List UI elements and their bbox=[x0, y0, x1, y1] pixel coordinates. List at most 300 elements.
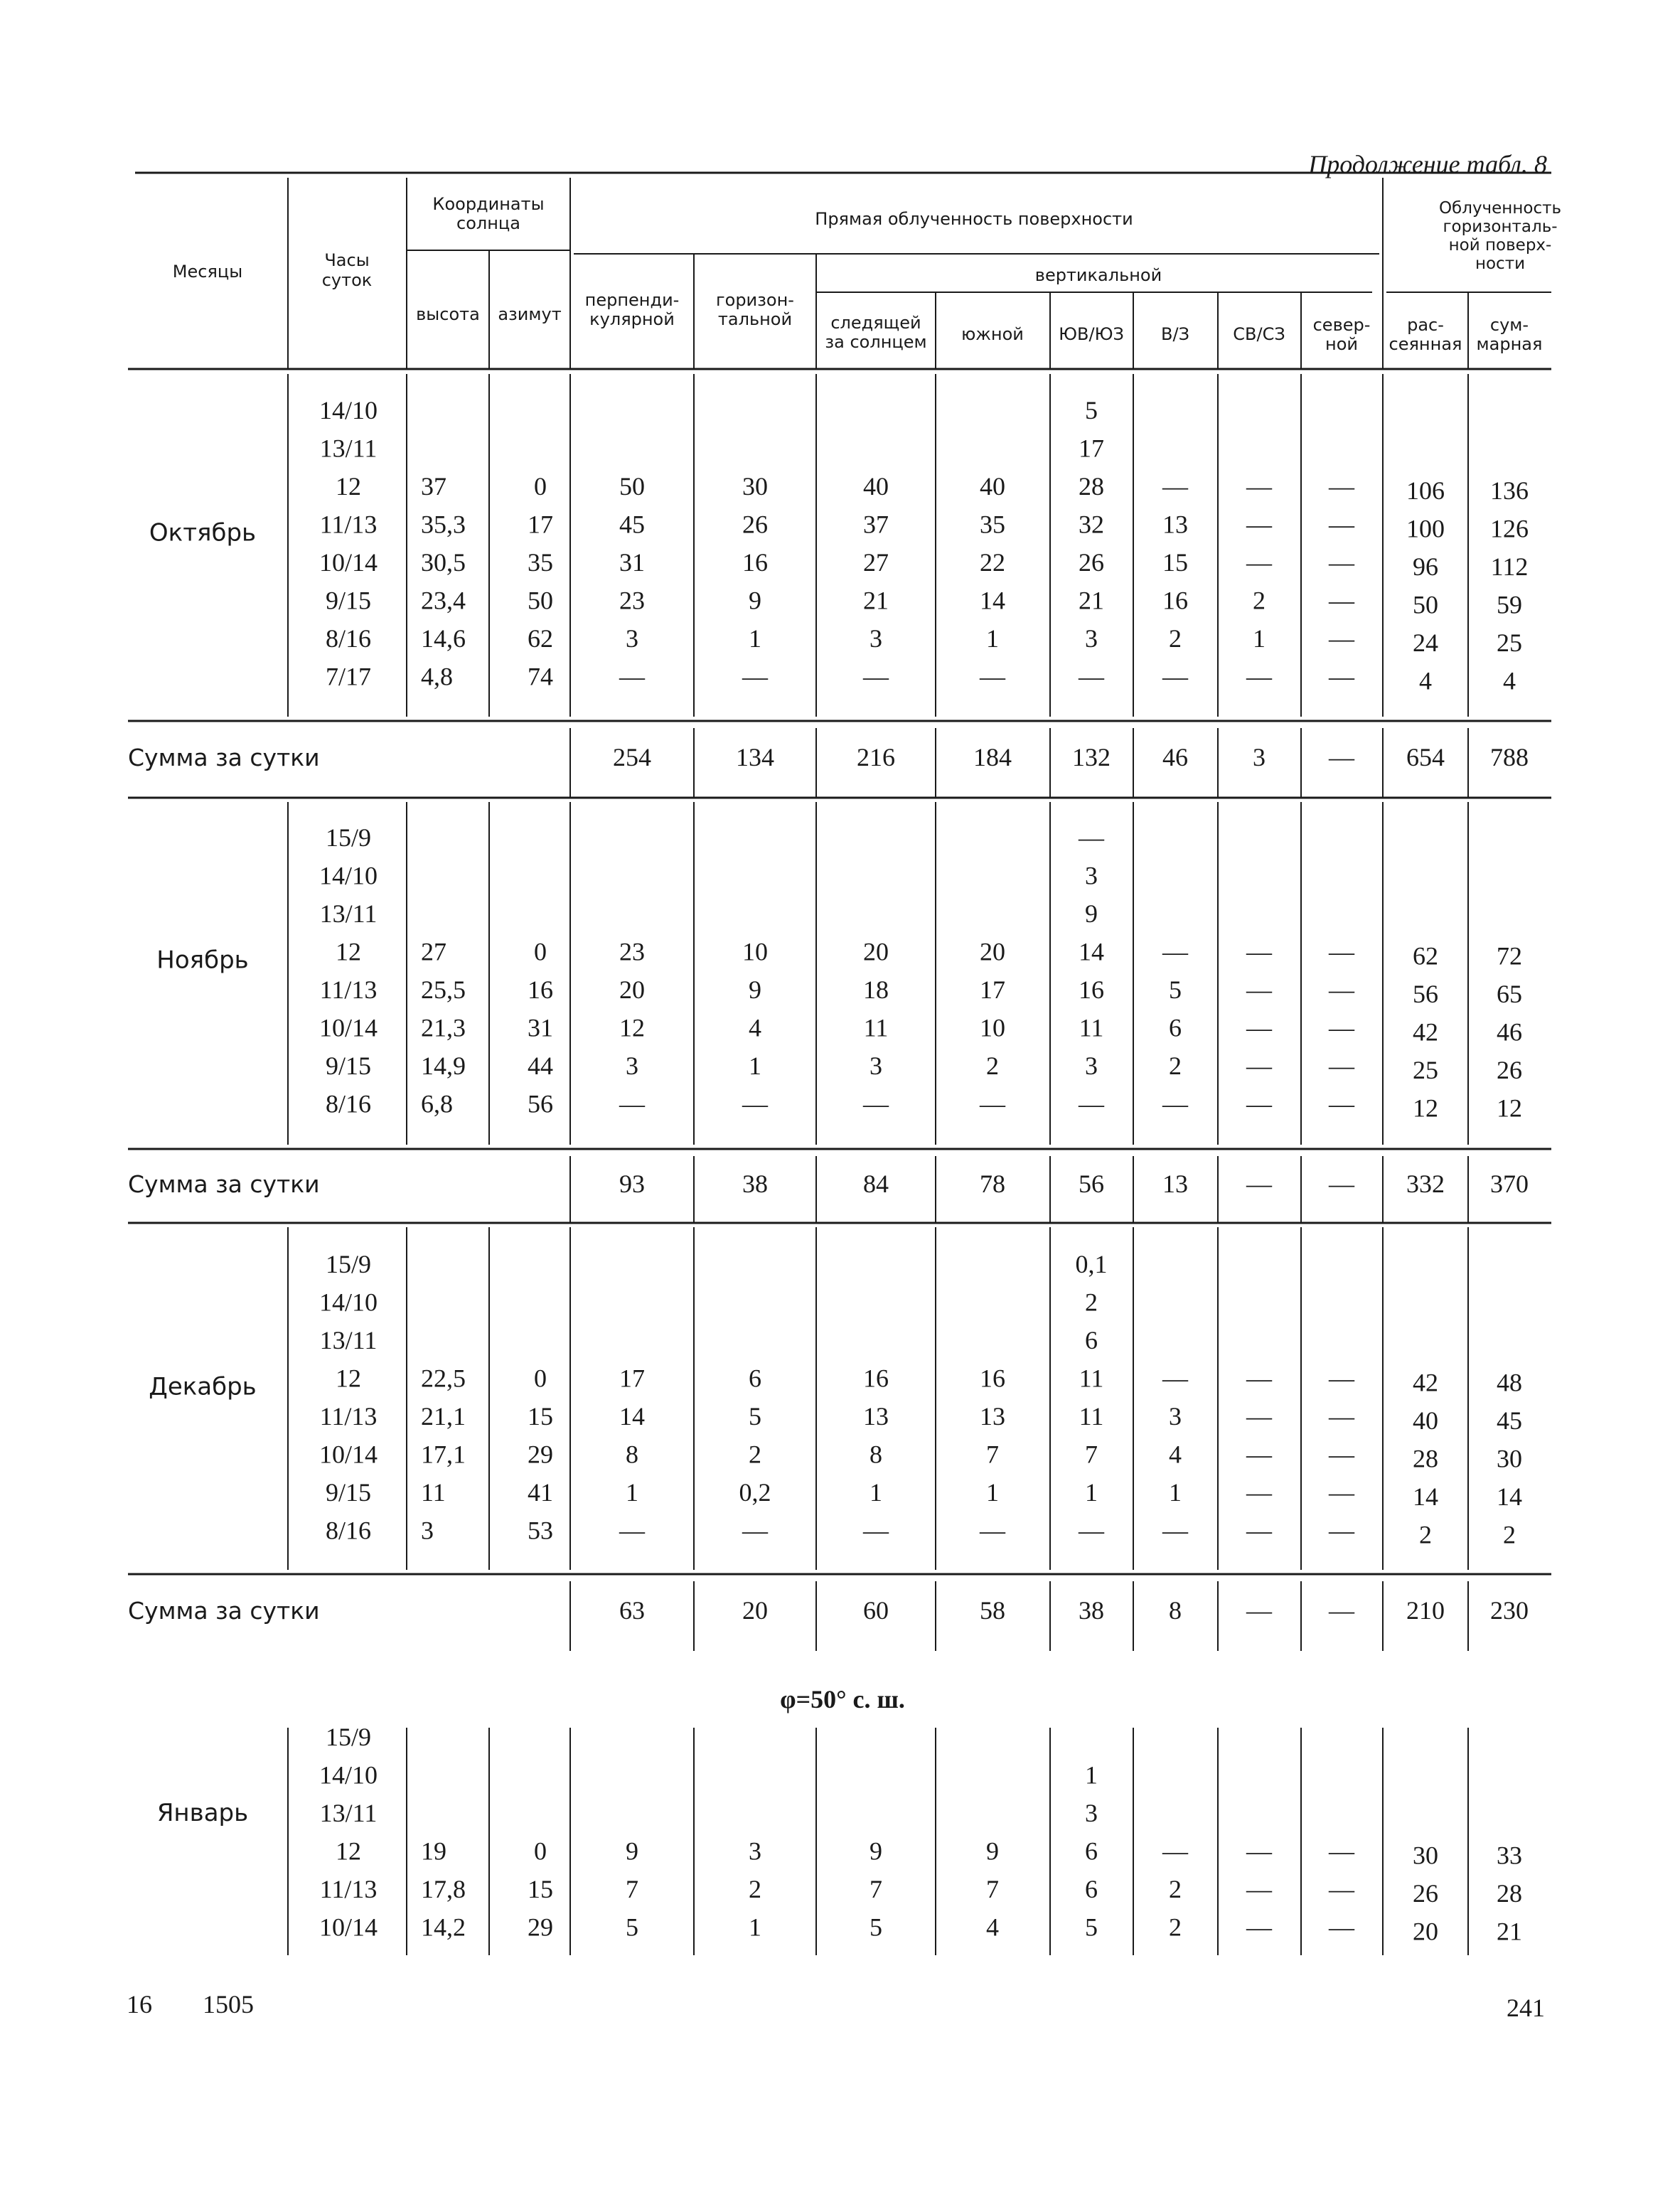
azimuth-cell: 53 bbox=[528, 1516, 553, 1545]
altitude-cell: 30,5 bbox=[421, 548, 466, 577]
hour-cell: 11/13 bbox=[319, 1875, 378, 1903]
footer-signature: 16 bbox=[127, 1990, 152, 2018]
ne-nw-cell: 2 bbox=[1253, 586, 1266, 615]
ne-nw-cell: — bbox=[1246, 1402, 1272, 1431]
e-w-cell: 2 bbox=[1169, 1913, 1182, 1942]
altitude-cell: 37 bbox=[421, 472, 446, 501]
ne-nw-cell: — bbox=[1246, 1440, 1272, 1469]
hdr-total-1: сум- bbox=[1489, 315, 1529, 335]
sum-cell: 332 bbox=[1406, 1170, 1445, 1198]
hour-cell: 12 bbox=[336, 472, 361, 501]
north-cell: — bbox=[1329, 586, 1354, 615]
total-cell: 59 bbox=[1497, 590, 1522, 619]
se-sw-cell: 3 bbox=[1085, 861, 1098, 890]
azimuth-cell: 17 bbox=[528, 510, 553, 539]
ne-nw-cell: — bbox=[1246, 510, 1272, 539]
sum-cell: 38 bbox=[742, 1170, 768, 1198]
horizontal-cell: 6 bbox=[749, 1364, 761, 1393]
perpendicular-cell: 20 bbox=[619, 975, 645, 1004]
perpendicular-cell: 3 bbox=[626, 624, 638, 653]
tracking-cell: 3 bbox=[870, 624, 882, 653]
diffuse-cell: 12 bbox=[1413, 1094, 1438, 1123]
perpendicular-cell: 1 bbox=[626, 1478, 638, 1507]
diffuse-cell: 100 bbox=[1406, 514, 1445, 543]
north-cell: — bbox=[1329, 1478, 1354, 1507]
tracking-cell: 3 bbox=[870, 1052, 882, 1080]
sum-cell: 184 bbox=[973, 743, 1012, 771]
se-sw-cell: 1 bbox=[1085, 1760, 1098, 1790]
azimuth-cell: 56 bbox=[528, 1089, 553, 1118]
north-cell: — bbox=[1329, 1913, 1354, 1942]
month-label: Январь bbox=[156, 1798, 249, 1827]
diffuse-cell: 26 bbox=[1413, 1879, 1438, 1908]
north-cell: — bbox=[1329, 472, 1354, 501]
horizontal-cell: 9 bbox=[749, 586, 761, 615]
tracking-cell: 1 bbox=[870, 1478, 882, 1507]
total-cell: 30 bbox=[1497, 1444, 1522, 1473]
tracking-cell: 18 bbox=[863, 975, 889, 1004]
perpendicular-cell: 31 bbox=[619, 548, 645, 577]
south-cell: 1 bbox=[986, 1478, 999, 1507]
hour-cell: 8/16 bbox=[325, 1516, 372, 1545]
footer-order: 1505 bbox=[203, 1990, 254, 2018]
sum-cell: — bbox=[1329, 1596, 1354, 1625]
azimuth-cell: 16 bbox=[528, 975, 553, 1004]
sum-cell: 78 bbox=[980, 1170, 1005, 1198]
perpendicular-cell: 17 bbox=[619, 1364, 645, 1393]
hour-cell: 11/13 bbox=[319, 510, 378, 539]
diffuse-cell: 30 bbox=[1413, 1841, 1438, 1870]
e-w-cell: — bbox=[1162, 937, 1188, 966]
e-w-cell: 16 bbox=[1162, 586, 1188, 615]
south-cell: 7 bbox=[986, 1440, 999, 1469]
hour-cell: 9/15 bbox=[325, 1478, 372, 1507]
hdr-hirr-1: Облученность bbox=[1438, 199, 1562, 218]
altitude-cell: 6,8 bbox=[421, 1089, 453, 1118]
azimuth-cell: 62 bbox=[528, 624, 553, 653]
ne-nw-cell: — bbox=[1246, 1836, 1272, 1866]
sum-cell: — bbox=[1329, 743, 1354, 771]
altitude-cell: 21,3 bbox=[421, 1013, 466, 1042]
latitude-heading: φ=50° с. ш. bbox=[780, 1685, 905, 1713]
hdr-direct: Прямая облученность поверхности bbox=[815, 209, 1133, 229]
ne-nw-cell: — bbox=[1246, 1875, 1272, 1903]
tracking-cell: 9 bbox=[870, 1836, 882, 1866]
ne-nw-cell: — bbox=[1246, 1516, 1272, 1545]
altitude-cell: 25,5 bbox=[421, 975, 466, 1004]
altitude-cell: 14,6 bbox=[421, 624, 466, 653]
hour-cell: 11/13 bbox=[319, 975, 378, 1004]
hour-cell: 10/14 bbox=[319, 1013, 378, 1042]
page-number: 241 bbox=[1507, 1994, 1545, 2022]
altitude-cell: 17,8 bbox=[421, 1875, 466, 1903]
diffuse-cell: 50 bbox=[1413, 590, 1438, 619]
e-w-cell: 2 bbox=[1169, 1052, 1182, 1080]
month-label: Ноябрь bbox=[156, 946, 249, 975]
hdr-sun-1: Координаты bbox=[432, 194, 545, 214]
hdr-hirr-2: горизонталь- bbox=[1443, 218, 1558, 236]
hour-cell: 15/9 bbox=[325, 1723, 372, 1751]
se-sw-cell: 21 bbox=[1079, 586, 1104, 615]
e-w-cell: — bbox=[1162, 662, 1188, 691]
se-sw-cell: — bbox=[1079, 1089, 1104, 1118]
sum-cell: 63 bbox=[619, 1596, 645, 1625]
total-cell: 126 bbox=[1490, 514, 1529, 543]
sum-cell: 56 bbox=[1079, 1170, 1104, 1198]
north-cell: — bbox=[1329, 1364, 1354, 1393]
sum-cell: 60 bbox=[863, 1596, 889, 1625]
se-sw-cell: 3 bbox=[1085, 624, 1098, 653]
hdr-track-2: за солнцем bbox=[825, 332, 927, 352]
month-label: Октябрь bbox=[149, 518, 257, 547]
north-cell: — bbox=[1329, 662, 1354, 691]
tracking-cell: 20 bbox=[863, 937, 889, 966]
azimuth-cell: 15 bbox=[528, 1402, 553, 1431]
azimuth-cell: 50 bbox=[528, 586, 553, 615]
sum-cell: 93 bbox=[619, 1170, 645, 1198]
perpendicular-cell: — bbox=[619, 1516, 645, 1545]
hour-cell: 15/9 bbox=[325, 823, 372, 852]
ne-nw-cell: — bbox=[1246, 1913, 1272, 1942]
se-sw-cell: — bbox=[1079, 823, 1104, 852]
diffuse-cell: 40 bbox=[1413, 1406, 1438, 1435]
perpendicular-cell: 50 bbox=[619, 472, 645, 501]
azimuth-cell: 0 bbox=[534, 1364, 547, 1393]
azimuth-cell: 35 bbox=[528, 548, 553, 577]
sum-cell: 370 bbox=[1490, 1170, 1529, 1198]
perpendicular-cell: — bbox=[619, 1089, 645, 1118]
north-cell: — bbox=[1329, 1089, 1354, 1118]
sum-cell: 84 bbox=[863, 1170, 889, 1198]
diffuse-cell: 24 bbox=[1413, 629, 1438, 657]
ne-nw-cell: 1 bbox=[1253, 624, 1266, 653]
hour-cell: 8/16 bbox=[325, 1089, 372, 1118]
south-cell: 40 bbox=[980, 472, 1005, 501]
azimuth-cell: 41 bbox=[528, 1478, 553, 1507]
se-sw-cell: 0,1 bbox=[1075, 1250, 1108, 1278]
tracking-cell: 11 bbox=[863, 1013, 889, 1042]
total-cell: 112 bbox=[1490, 552, 1529, 581]
sum-cell: 132 bbox=[1072, 743, 1111, 771]
south-cell: 2 bbox=[986, 1052, 999, 1080]
sum-cell: — bbox=[1329, 1170, 1354, 1198]
hdr-north-2: ной bbox=[1325, 334, 1358, 354]
total-cell: 21 bbox=[1497, 1917, 1522, 1946]
north-cell: — bbox=[1329, 1402, 1354, 1431]
se-sw-cell: 17 bbox=[1079, 434, 1104, 463]
perpendicular-cell: 14 bbox=[619, 1402, 645, 1431]
hdr-e-w: В/З bbox=[1161, 324, 1189, 344]
hdr-perp-1: перпенди- bbox=[584, 290, 680, 310]
diffuse-cell: 62 bbox=[1413, 941, 1438, 970]
tracking-cell: 13 bbox=[863, 1402, 889, 1431]
sum-cell: 46 bbox=[1162, 743, 1188, 771]
south-cell: 20 bbox=[980, 937, 1005, 966]
e-w-cell: 2 bbox=[1169, 624, 1182, 653]
total-cell: 46 bbox=[1497, 1017, 1522, 1047]
sum-cell: 20 bbox=[742, 1596, 768, 1625]
azimuth-cell: 31 bbox=[528, 1013, 553, 1042]
azimuth-cell: 15 bbox=[528, 1875, 553, 1903]
north-cell: — bbox=[1329, 624, 1354, 653]
se-sw-cell: 6 bbox=[1085, 1326, 1098, 1354]
perpendicular-cell: 9 bbox=[626, 1836, 638, 1866]
se-sw-cell: 5 bbox=[1085, 396, 1098, 424]
e-w-cell: — bbox=[1162, 1836, 1188, 1866]
perpendicular-cell: 8 bbox=[626, 1440, 638, 1469]
hdr-diffuse-2: сеянная bbox=[1389, 334, 1462, 354]
altitude-cell: 19 bbox=[421, 1836, 446, 1866]
ne-nw-cell: — bbox=[1246, 975, 1272, 1004]
horizontal-cell: 1 bbox=[749, 624, 761, 653]
south-cell: 17 bbox=[980, 975, 1005, 1004]
sum-cell: 8 bbox=[1169, 1596, 1182, 1625]
south-cell: — bbox=[980, 662, 1005, 691]
ne-nw-cell: — bbox=[1246, 1478, 1272, 1507]
total-cell: 2 bbox=[1503, 1520, 1516, 1549]
diffuse-cell: 4 bbox=[1419, 666, 1432, 695]
se-sw-cell: 1 bbox=[1085, 1478, 1098, 1507]
north-cell: — bbox=[1329, 1440, 1354, 1469]
se-sw-cell: 32 bbox=[1079, 510, 1104, 539]
horizontal-cell: 4 bbox=[749, 1013, 761, 1042]
ne-nw-cell: — bbox=[1246, 1013, 1272, 1042]
hdr-north-1: север- bbox=[1312, 315, 1371, 335]
hour-cell: 10/14 bbox=[319, 1440, 378, 1469]
se-sw-cell: 3 bbox=[1085, 1052, 1098, 1080]
north-cell: — bbox=[1329, 1836, 1354, 1866]
perpendicular-cell: — bbox=[619, 662, 645, 691]
hour-cell: 11/13 bbox=[319, 1402, 378, 1431]
total-cell: 33 bbox=[1497, 1841, 1522, 1870]
total-cell: 25 bbox=[1497, 629, 1522, 657]
perpendicular-cell: 3 bbox=[626, 1052, 638, 1080]
total-cell: 65 bbox=[1497, 980, 1522, 1008]
hdr-total-2: марная bbox=[1476, 334, 1543, 354]
altitude-cell: 14,2 bbox=[421, 1913, 466, 1942]
hour-cell: 8/16 bbox=[325, 624, 372, 653]
se-sw-cell: 3 bbox=[1085, 1799, 1098, 1827]
altitude-cell: 4,8 bbox=[421, 662, 453, 691]
altitude-cell: 17,1 bbox=[421, 1440, 466, 1469]
horizontal-cell: 2 bbox=[749, 1875, 761, 1903]
hdr-track-1: следящей bbox=[830, 313, 921, 333]
diffuse-cell: 96 bbox=[1413, 552, 1438, 581]
sum-cell: 38 bbox=[1079, 1596, 1104, 1625]
hour-cell: 9/15 bbox=[325, 1052, 372, 1080]
ne-nw-cell: — bbox=[1246, 548, 1272, 577]
horizontal-cell: 16 bbox=[742, 548, 768, 577]
south-cell: 35 bbox=[980, 510, 1005, 539]
south-cell: 16 bbox=[980, 1364, 1005, 1393]
horizontal-cell: 26 bbox=[742, 510, 768, 539]
e-w-cell: 6 bbox=[1169, 1013, 1182, 1042]
e-w-cell: 4 bbox=[1169, 1440, 1182, 1469]
horizontal-cell: — bbox=[742, 1516, 768, 1545]
ne-nw-cell: — bbox=[1246, 937, 1272, 966]
north-cell: — bbox=[1329, 1013, 1354, 1042]
hdr-sun-2: солнца bbox=[456, 213, 520, 233]
ne-nw-cell: — bbox=[1246, 472, 1272, 501]
sum-cell: 13 bbox=[1162, 1170, 1188, 1198]
total-cell: 26 bbox=[1497, 1056, 1522, 1084]
altitude-cell: 21,1 bbox=[421, 1402, 466, 1431]
diffuse-cell: 42 bbox=[1413, 1017, 1438, 1047]
hdr-horiz-2: тальной bbox=[717, 309, 793, 329]
total-cell: 45 bbox=[1497, 1406, 1522, 1435]
se-sw-cell: 26 bbox=[1079, 548, 1104, 577]
perpendicular-cell: 7 bbox=[626, 1875, 638, 1903]
azimuth-cell: 29 bbox=[528, 1440, 553, 1469]
hour-cell: 9/15 bbox=[325, 586, 372, 615]
hour-cell: 12 bbox=[336, 937, 361, 966]
e-w-cell: — bbox=[1162, 1364, 1188, 1393]
north-cell: — bbox=[1329, 937, 1354, 966]
perpendicular-cell: 45 bbox=[619, 510, 645, 539]
north-cell: — bbox=[1329, 548, 1354, 577]
total-cell: 12 bbox=[1497, 1094, 1522, 1123]
se-sw-cell: 7 bbox=[1085, 1440, 1098, 1469]
diffuse-cell: 28 bbox=[1413, 1444, 1438, 1473]
total-cell: 28 bbox=[1497, 1879, 1522, 1908]
south-cell: — bbox=[980, 1089, 1005, 1118]
se-sw-cell: 16 bbox=[1079, 975, 1104, 1004]
south-cell: 1 bbox=[986, 624, 999, 653]
hour-cell: 13/11 bbox=[319, 1799, 378, 1827]
diffuse-cell: 25 bbox=[1413, 1056, 1438, 1084]
hour-cell: 12 bbox=[336, 1836, 361, 1866]
ne-nw-cell: — bbox=[1246, 1364, 1272, 1393]
south-cell: — bbox=[980, 1516, 1005, 1545]
total-cell: 4 bbox=[1503, 666, 1516, 695]
hour-cell: 14/10 bbox=[319, 1288, 378, 1317]
south-cell: 14 bbox=[980, 586, 1005, 615]
perpendicular-cell: 5 bbox=[626, 1913, 638, 1942]
hour-cell: 14/10 bbox=[319, 861, 378, 890]
hdr-diffuse-1: рас- bbox=[1407, 315, 1444, 335]
hour-cell: 7/17 bbox=[325, 662, 372, 691]
se-sw-cell: 2 bbox=[1085, 1288, 1098, 1317]
horizontal-cell: 3 bbox=[749, 1836, 761, 1866]
perpendicular-cell: 23 bbox=[619, 586, 645, 615]
se-sw-cell: — bbox=[1079, 1516, 1104, 1545]
hour-cell: 13/11 bbox=[319, 1326, 378, 1354]
sum-label: Сумма за сутки bbox=[128, 1597, 320, 1625]
e-w-cell: — bbox=[1162, 1516, 1188, 1545]
altitude-cell: 27 bbox=[421, 937, 446, 966]
hour-cell: 13/11 bbox=[319, 899, 378, 928]
ne-nw-cell: — bbox=[1246, 662, 1272, 691]
total-cell: 72 bbox=[1497, 941, 1522, 970]
hour-cell: 15/9 bbox=[325, 1250, 372, 1278]
table-body bbox=[128, 374, 1551, 1955]
sum-cell: 58 bbox=[980, 1596, 1005, 1625]
hdr-vertical: вертикальной bbox=[1034, 265, 1162, 285]
tracking-cell: 37 bbox=[863, 510, 889, 539]
se-sw-cell: 6 bbox=[1085, 1836, 1098, 1866]
tracking-cell: 16 bbox=[863, 1364, 889, 1393]
altitude-cell: 35,3 bbox=[421, 510, 466, 539]
horizontal-cell: 10 bbox=[742, 937, 768, 966]
diffuse-cell: 56 bbox=[1413, 980, 1438, 1008]
hdr-altitude: высота bbox=[416, 304, 480, 324]
month-label: Декабрь bbox=[149, 1372, 257, 1401]
hour-cell: 12 bbox=[336, 1364, 361, 1393]
horizontal-cell: 2 bbox=[749, 1440, 761, 1469]
tracking-cell: 40 bbox=[863, 472, 889, 501]
se-sw-cell: 5 bbox=[1085, 1913, 1098, 1942]
e-w-cell: — bbox=[1162, 1089, 1188, 1118]
horizontal-cell: — bbox=[742, 1089, 768, 1118]
e-w-cell: 13 bbox=[1162, 510, 1188, 539]
ne-nw-cell: — bbox=[1246, 1052, 1272, 1080]
north-cell: — bbox=[1329, 1875, 1354, 1903]
hour-cell: 10/14 bbox=[319, 548, 378, 577]
se-sw-cell: 11 bbox=[1079, 1402, 1104, 1431]
se-sw-cell: — bbox=[1079, 662, 1104, 691]
se-sw-cell: 11 bbox=[1079, 1364, 1104, 1393]
diffuse-cell: 14 bbox=[1413, 1482, 1438, 1511]
south-cell: 4 bbox=[986, 1913, 999, 1942]
horizontal-cell: 5 bbox=[749, 1402, 761, 1431]
tracking-cell: — bbox=[863, 1516, 889, 1545]
diffuse-cell: 2 bbox=[1419, 1520, 1432, 1549]
sum-label: Сумма за сутки bbox=[128, 1170, 320, 1198]
hdr-azimuth: азимут bbox=[498, 304, 562, 324]
sum-cell: 230 bbox=[1490, 1596, 1529, 1625]
south-cell: 7 bbox=[986, 1875, 999, 1903]
north-cell: — bbox=[1329, 975, 1354, 1004]
horizontal-cell: 30 bbox=[742, 472, 768, 501]
sum-cell: — bbox=[1246, 1170, 1272, 1198]
table-caption: Продолжение табл. 8 bbox=[1308, 150, 1547, 178]
azimuth-cell: 0 bbox=[534, 937, 547, 966]
north-cell: — bbox=[1329, 1516, 1354, 1545]
hour-cell: 13/11 bbox=[319, 434, 378, 463]
south-cell: 22 bbox=[980, 548, 1005, 577]
hdr-south: южной bbox=[961, 324, 1024, 344]
perpendicular-cell: 23 bbox=[619, 937, 645, 966]
hdr-ne-nw: СВ/СЗ bbox=[1233, 324, 1285, 344]
sum-cell: 788 bbox=[1490, 743, 1529, 771]
altitude-cell: 3 bbox=[421, 1516, 434, 1545]
azimuth-cell: 29 bbox=[528, 1913, 553, 1942]
azimuth-cell: 0 bbox=[534, 472, 547, 501]
total-cell: 136 bbox=[1490, 476, 1529, 505]
se-sw-cell: 9 bbox=[1085, 899, 1098, 928]
altitude-cell: 11 bbox=[421, 1478, 446, 1507]
se-sw-cell: 14 bbox=[1079, 937, 1104, 966]
sum-cell: 254 bbox=[613, 743, 651, 771]
e-w-cell: 15 bbox=[1162, 548, 1188, 577]
tracking-cell: — bbox=[863, 1089, 889, 1118]
hdr-hours-2: суток bbox=[321, 270, 373, 290]
south-cell: 9 bbox=[986, 1836, 999, 1866]
tracking-cell: — bbox=[863, 662, 889, 691]
horizontal-cell: 1 bbox=[749, 1052, 761, 1080]
total-cell: 14 bbox=[1497, 1482, 1522, 1511]
south-cell: 13 bbox=[980, 1402, 1005, 1431]
altitude-cell: 14,9 bbox=[421, 1052, 466, 1080]
tracking-cell: 27 bbox=[863, 548, 889, 577]
horizontal-cell: 9 bbox=[749, 975, 761, 1004]
azimuth-cell: 44 bbox=[528, 1052, 553, 1080]
altitude-cell: 23,4 bbox=[421, 586, 466, 615]
hdr-hirr-3: ной поверх- bbox=[1448, 236, 1552, 255]
sum-cell: 654 bbox=[1406, 743, 1445, 771]
tracking-cell: 5 bbox=[870, 1913, 882, 1942]
e-w-cell: 5 bbox=[1169, 975, 1182, 1004]
